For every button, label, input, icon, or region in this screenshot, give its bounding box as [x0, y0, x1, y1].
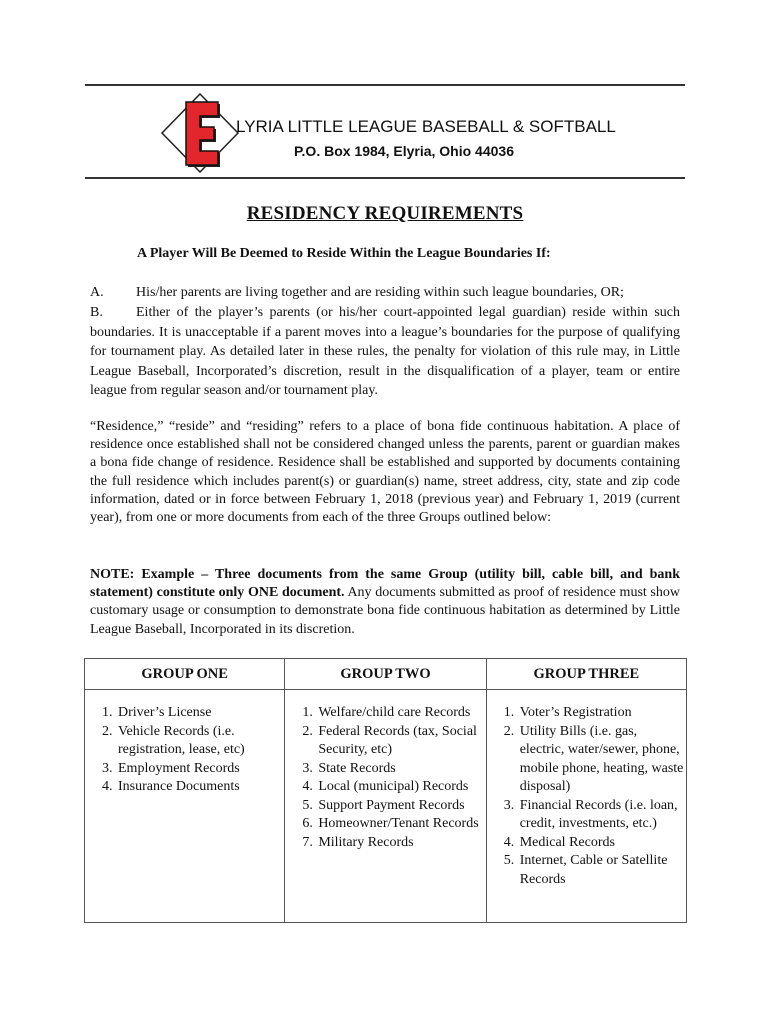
item-a: [90, 283, 680, 303]
list-item: 4. Medical Records: [518, 834, 685, 853]
group-one-list: [86, 704, 283, 797]
group-one-heading: GROUP ONE: [85, 659, 285, 690]
note-bold-text: NOTE: Example – Three documents from the same Group (utility bill, cable bill, and bank statement) constitute only ONE document.: [90, 567, 680, 601]
list-item: 4. Local (municipal) Records: [316, 778, 484, 797]
group-one-cell: [85, 690, 285, 923]
logo-e-letter: [186, 102, 218, 165]
group-three-heading: GROUP THREE: [486, 659, 686, 690]
item-b-text: Either of the player’s parents (or his/her court-appointed legal guardian) reside within such boundaries. It is unacceptable if a parent moves into a league’s boundaries for the purpose of qualifying for tournament play. As detailed later in these rules, the penalty for violation of this rule may, in Little League Baseball, Incorporated’s discretion, result in the disqualification of a player, team or entire league from regular season and/or tournament play.: [90, 305, 680, 398]
organization-name: LYRIA LITTLE LEAGUE BASEBALL & SOFTBALL: [236, 117, 616, 136]
note-paragraph: [90, 566, 680, 639]
item-a-text: His/her parents are living together and are residing within such league boundaries, OR;: [136, 285, 624, 300]
list-item: 2. Federal Records (tax, Social Security, etc): [316, 723, 484, 760]
list-item: 5. Internet, Cable or Satellite Records: [518, 852, 685, 889]
list-item: 3. State Records: [316, 760, 484, 779]
header-bottom-rule: [85, 177, 685, 179]
list-item: 5. Support Payment Records: [316, 797, 484, 816]
group-two-list: [286, 704, 484, 852]
group-three-list: [488, 704, 685, 889]
list-item: 6. Homeowner/Tenant Records: [316, 815, 484, 834]
group-two-heading: GROUP TWO: [285, 659, 486, 690]
document-groups-table: [84, 658, 687, 923]
league-logo: [160, 92, 240, 174]
list-item: 2. Vehicle Records (i.e. registration, lease, etc): [116, 723, 283, 760]
list-item: 3. Employment Records: [116, 760, 283, 779]
list-item: 1. Driver’s License: [116, 704, 283, 723]
group-two-cell: [285, 690, 486, 923]
item-a-label: A.: [90, 285, 104, 300]
list-item: 4. Insurance Documents: [116, 778, 283, 797]
group-three-cell: [486, 690, 686, 923]
header-top-rule: [85, 84, 685, 86]
organization-address: P.O. Box 1984, Elyria, Ohio 44036: [294, 143, 514, 159]
item-b-label: B.: [90, 305, 103, 320]
list-item: 2. Utility Bills (i.e. gas, electric, water/sewer, phone, mobile phone, heating, waste disposal): [518, 723, 685, 797]
note-text: Any documents submitted as proof of residence must show customary usage or consumption to demonstrate bona fide continuous habitation as determined by Little League Baseball, Incorporated in its discretion.: [90, 585, 680, 637]
list-item: 7. Military Records: [316, 834, 484, 853]
residence-paragraph: “Residence,” “reside” and “residing” refers to a place of bona fide continuous habitation. A place of residence once established shall not be considered changed unless the parents, parent or guardian makes a bona fide change of residence. Residence shall be established and supported by documents containing the full residence which includes parent(s) or guardian(s) name, street address, city, state and zip code information, dated or in force between February 1, 2018 (previous year) and February 1, 2019 (current year), from one or more documents from each of the three Groups outlined below:: [90, 419, 680, 526]
section-subheading: A Player Will Be Deemed to Reside Within the League Boundaries If:: [137, 246, 551, 261]
page-title: RESIDENCY REQUIREMENTS: [246, 203, 524, 224]
list-item: 3. Financial Records (i.e. loan, credit, investments, etc.): [518, 797, 685, 834]
item-b: [90, 303, 680, 401]
list-item: 1. Voter’s Registration: [518, 704, 685, 723]
list-item: 1. Welfare/child care Records: [316, 704, 484, 723]
